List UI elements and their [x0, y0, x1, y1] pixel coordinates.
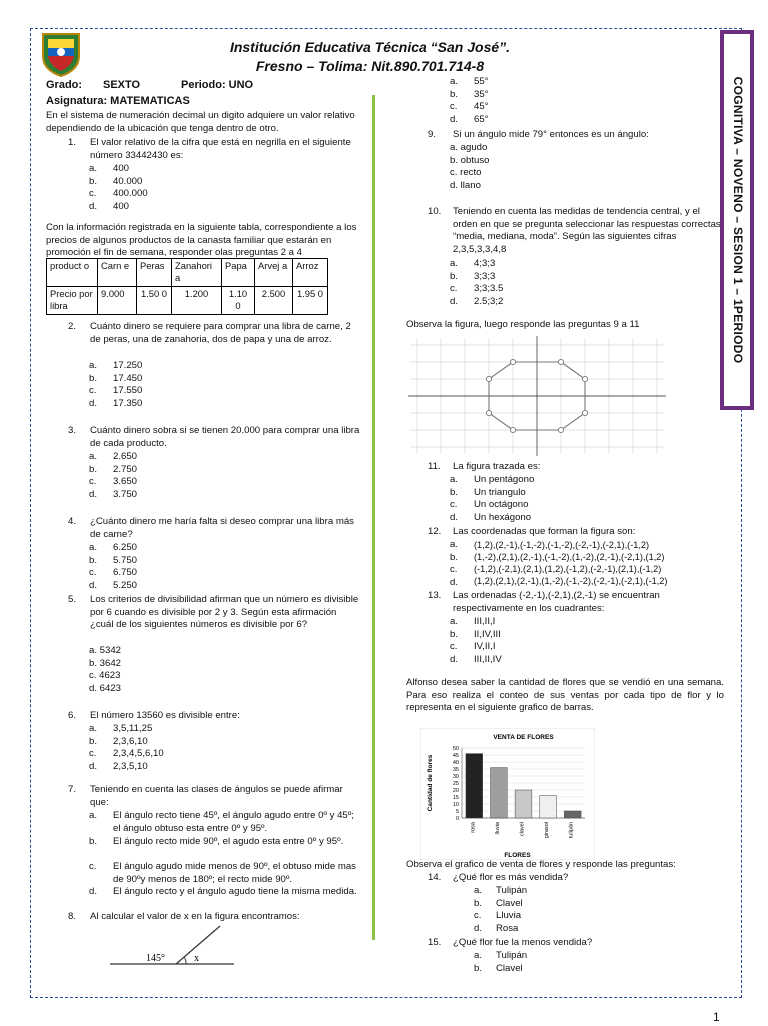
q9-text: Si un ángulo mide 79° entonces es un ángulo: — [453, 129, 649, 140]
q5-options: a. 5342 b. 3642 c. 4623 d. 6423 — [89, 645, 122, 694]
grade-value: SEXTO — [103, 79, 141, 91]
q8-options: 55° 35° 45° 65° — [474, 76, 489, 125]
q3-options: 2.650 2.750 3.650 3.750 — [113, 451, 138, 500]
octagon-vertex — [582, 376, 587, 381]
q7-number: 7. — [68, 784, 77, 795]
q12-text: Las coordenadas que forman la figura son: — [453, 526, 636, 537]
q1-text: El valor relativo de la cifra que está en negrilla en el siguiente número 33442430 es: — [90, 137, 351, 161]
x-tick-label: rosa — [470, 822, 477, 833]
x-label: x — [194, 953, 199, 964]
school-crest-logo — [40, 30, 82, 78]
chart-title: VENTA DE FLORES — [493, 734, 554, 741]
q14-number: 14. — [428, 872, 442, 883]
flower-sales-chart — [420, 728, 595, 860]
q14-text: ¿Qué flor es más vendida? — [453, 872, 569, 883]
column-divider — [372, 95, 375, 940]
q14-letters: a. b. c. d. — [474, 885, 483, 934]
bar-clavel — [515, 790, 532, 818]
q5-text: Los criterios de divisibilidad afirman que un número es divisible por 6 cuando es divisible por 2 y 3. Según esta afirmación ¿cuál de los siguientes números es divisible por 6? — [90, 594, 359, 631]
q7-letter-d: d. — [89, 886, 98, 897]
q1-number: 1. — [68, 137, 77, 148]
octagon-vertex — [582, 410, 587, 415]
q11-text: La figura trazada es: — [453, 461, 541, 472]
q7-option-a: El ángulo recto tiene 45º, el ángulo agudo entre 0º y 45º; el ángulo obtuso esta entre 0º y 95º. — [113, 810, 354, 834]
q8-letters: a. b. c. d. — [450, 76, 459, 125]
y-tick-label: 20 — [452, 788, 459, 794]
y-tick-label: 0 — [455, 816, 459, 822]
q1-options: 400 40.000 400.000 400 — [113, 163, 148, 212]
q7-option-d: El ángulo recto y el ángulo agudo tiene la misma medida. — [113, 886, 357, 897]
y-tick-label: 10 — [452, 802, 459, 808]
q5-number: 5. — [68, 594, 77, 605]
q2-number: 2. — [68, 321, 77, 332]
x-tick-label: girasol — [544, 822, 551, 839]
flowers-intro: Alfonso desea saber la cantidad de flores que se vendió en una semana. Para eso realiza el conteo de sus ventas por cada tipo de flor y lo representa en el siguiente grafico de barras. — [406, 677, 724, 714]
bar-tulipán — [564, 811, 581, 818]
period-label: Periodo: UNO — [181, 79, 254, 91]
q6-letters: a. b. c. d. — [89, 723, 98, 772]
q11-letters: a. b. c. d. — [450, 474, 459, 523]
intro-text: En el sistema de numeración decimal un digito adquiere un valor relativo dependiendo de la ubicación que tenga dentro de otro. — [46, 110, 355, 134]
x-tick-label: lluvia — [494, 822, 501, 835]
q8-text: Al calcular el valor de x en la figura encontramos: — [90, 911, 300, 922]
q10-text: Teniendo en cuenta las medidas de tendencia central, y el orden en que se pregunta seleccionar las respuestas correctas “media, mediana, moda”. Según las siguientes cifras 2,3,5,3,3,4,8 — [453, 206, 721, 255]
q2-options: 17.250 17.450 17.550 17.350 — [113, 360, 143, 409]
octagon-vertex — [558, 359, 563, 364]
q7-letter-c: c. — [89, 861, 97, 872]
q9-options: a. agudo b. obtuso c. recto d. llano — [450, 142, 490, 191]
x-tick-label: tulipán — [568, 822, 575, 839]
school-location: Fresno – Tolima: Nit.890.701.714-8 — [255, 58, 485, 74]
q8-number: 8. — [68, 911, 77, 922]
q7-text: Teniendo en cuenta las clases de ángulos se puede afirmar que: — [90, 784, 343, 808]
q6-options: 3,5,11,25 2,3,6,10 2,3,4,5,6,10 2,3,5,10 — [113, 723, 164, 772]
q13-text: Las ordenadas (-2,-1),(-2,1),(2,-1) se encuentran respectivamente en los cuadrantes: — [453, 590, 660, 614]
table-intro: Con la información registrada en la siguiente tabla, correspondiente a los precios de algunos productos de la canasta familiar que estarán en promoción el fin de semana, responder olas preguntas 2 a 4 — [46, 222, 357, 259]
y-tick-label: 15 — [452, 795, 459, 801]
q13-number: 13. — [428, 590, 442, 601]
y-axis-label: Cantidad de flores — [427, 754, 434, 812]
subject: Asignatura: MATEMATICAS — [46, 95, 190, 107]
q15-options: Tulipán Clavel — [496, 950, 528, 974]
q3-number: 3. — [68, 425, 77, 436]
q13-options: III,II,I II,IV,III IV,II,I III,II,IV — [474, 616, 502, 665]
q12-number: 12. — [428, 526, 442, 537]
octagon-vertex — [486, 410, 491, 415]
q7-option-c: El ángulo agudo mide menos de 90º, el obtuso mide mas de 90ºy menos de 180º; el recto mide 90º. — [113, 861, 356, 885]
q2-letters: a. b. c. d. — [89, 360, 98, 409]
chart-intro: Observa el grafico de venta de flores y responde las preguntas: — [406, 859, 676, 870]
q1-letters: a. b. c. d. — [89, 163, 98, 212]
figure-intro: Observa la figura, luego responde las preguntas 9 a 11 — [406, 319, 640, 330]
q3-letters: a. b. c. d. — [89, 451, 98, 500]
q7-letter-a: a. — [89, 810, 98, 821]
q13-letters: a. b. c. d. — [450, 616, 459, 665]
y-tick-label: 35 — [452, 767, 459, 773]
x-tick-label: clavel — [519, 822, 526, 837]
grade-label: Grado: — [46, 79, 83, 91]
q6-text: El número 13560 es divisible entre: — [90, 710, 240, 721]
q14-options: Tulipán Clavel Lluvia Rosa — [496, 885, 528, 934]
q10-letters: a. b. c. d. — [450, 258, 459, 307]
bar-girasol — [540, 796, 557, 818]
q4-options: 6.250 5.750 6.750 5.250 — [113, 542, 138, 591]
q15-number: 15. — [428, 937, 442, 948]
q6-number: 6. — [68, 710, 77, 721]
q4-text: ¿Cuánto dinero me haría falta si deseo comprar una libra más de carne? — [90, 516, 354, 540]
q7-option-b: El ángulo recto mide 90º, el agudo esta entre 0º y 95º. — [113, 836, 344, 847]
q10-number: 10. — [428, 206, 442, 217]
octagon-vertex — [510, 359, 515, 364]
q9-number: 9. — [428, 129, 437, 140]
y-tick-label: 30 — [452, 774, 459, 780]
angle-figure — [108, 920, 238, 970]
x-axis-label: FLORES — [504, 852, 531, 859]
q7-letter-b: b. — [89, 836, 98, 847]
q3-text: Cuánto dinero sobra si se tienen 20.000 para comprar una libra de cada producto. — [90, 425, 360, 449]
price-table: product o Carn e Peras Zanahori a Papa Arvej a Arroz Precio por libra 9.000 1.50 0 1.200 1.10 0 2.500 1.95 0 — [46, 258, 328, 315]
angle-label: 145° — [146, 953, 165, 964]
y-tick-label: 25 — [452, 781, 459, 787]
y-tick-label: 50 — [452, 746, 459, 752]
coordinate-plane — [406, 334, 668, 458]
q2-text: Cuánto dinero se requiere para comprar una libra de carne, 2 de peras, una de zanahoria, dos de papa y una de arroz. — [90, 321, 351, 345]
octagon-vertex — [558, 427, 563, 432]
side-banner-text: COGNITIVA – NOVENO – SESION 1 – 1PERIODO — [730, 76, 745, 364]
page-number: 1 — [713, 1010, 720, 1024]
q11-options: Un pentágono Un triangulo Un octágono Un hexágono — [474, 474, 535, 523]
side-banner — [720, 30, 754, 410]
q10-options: 4;3;3 3;3;3 3;3;3.5 2.5;3;2 — [474, 258, 504, 307]
q4-number: 4. — [68, 516, 77, 527]
q4-letters: a. b. c. d. — [89, 542, 98, 591]
octagon-vertex — [486, 376, 491, 381]
school-name: Institución Educativa Técnica “San José”. — [229, 39, 511, 55]
q11-number: 11. — [428, 461, 441, 472]
octagon-vertex — [510, 427, 515, 432]
q12-options: (1,2),(2,-1),(-1,-2),(-1,-2),(-2,-1),(-2,1),(-1,2) (1,-2),(2,1),(2,-1),(-1,-2),(1,-2),(2,-1),(-2,1),(1,2) (-1,2),(-2,1),(2,1),(1,2),(-1,2),(-2,-1),(2,1),(-1,2) (1,2),(2,1),(2,-1),(1,-2),(-1,-2),(-2,-1),(-2,1),(-1,2) — [474, 540, 668, 587]
y-tick-label: 45 — [452, 753, 459, 759]
bar-rosa — [466, 754, 483, 818]
bar-lluvia — [491, 768, 508, 818]
q15-letters: a. b. — [474, 950, 483, 974]
q12-letters: a. b. c. d. — [450, 539, 459, 588]
q15-text: ¿Qué flor fue la menos vendida? — [453, 937, 593, 948]
y-tick-label: 5 — [455, 809, 459, 815]
y-tick-label: 40 — [452, 760, 459, 766]
